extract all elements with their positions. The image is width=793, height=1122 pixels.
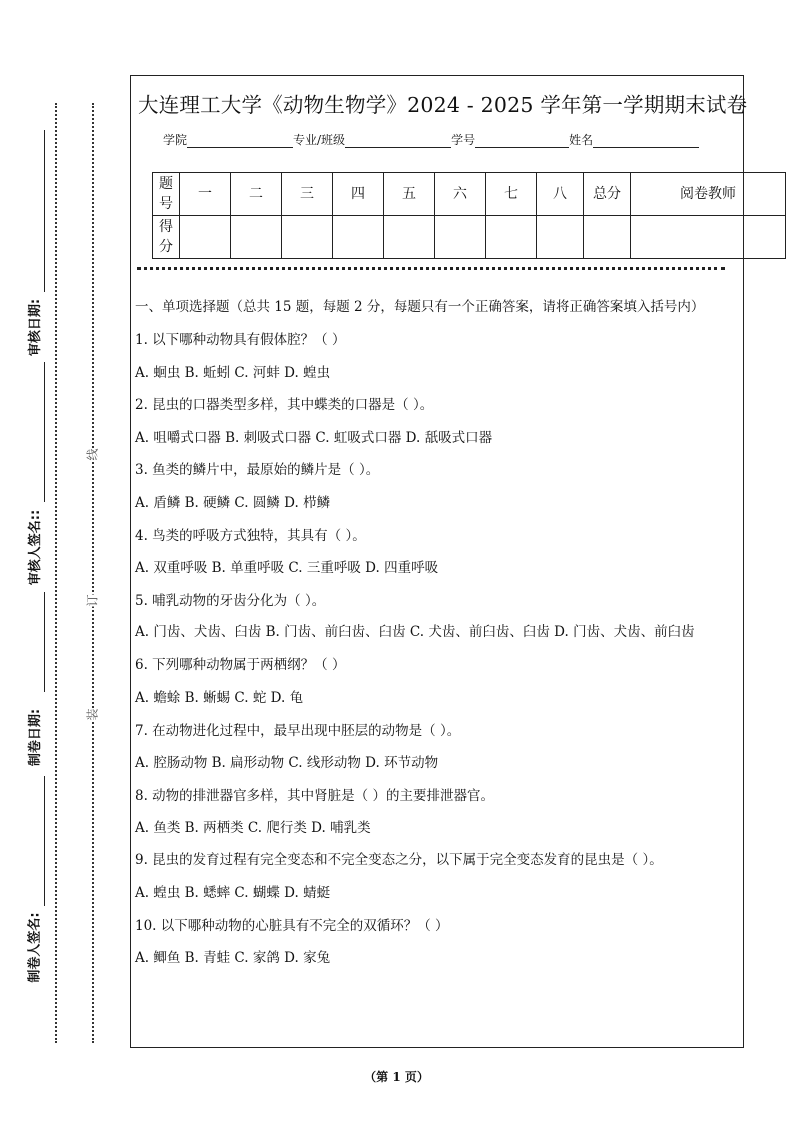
- answer-options: A. 腔肠动物 B. 扁形动物 C. 线形动物 D. 环节动物: [135, 755, 439, 772]
- question-list: [135, 292, 741, 975]
- score-cell[interactable]: [486, 216, 537, 259]
- dotted-binding-line: [55, 103, 57, 1043]
- name-field[interactable]: [593, 133, 699, 148]
- score-cell[interactable]: [180, 216, 231, 259]
- question-text: 9. 昆虫的发育过程有完全变态和不完全变态之分，以下属于完全变态发育的昆虫是（ ）。: [135, 851, 663, 868]
- col-header: 六: [435, 173, 486, 216]
- question-text: 2. 昆虫的口器类型多样，其中蝶类的口器是（ ）。: [135, 397, 434, 414]
- binding-mark-zhuang: 装: [85, 708, 100, 721]
- maker-label: 制卷人签名:: [27, 912, 43, 983]
- score-cell[interactable]: [384, 216, 435, 259]
- major-label: 专业/班级: [293, 133, 346, 147]
- exam-title: 大连理工大学《动物生物学》2024 - 2025 学年第一学期期末试卷: [138, 93, 748, 117]
- signature-line: [44, 362, 45, 502]
- score-cell[interactable]: [333, 216, 384, 259]
- answer-options: A. 蛔虫 B. 蚯蚓 C. 河蚌 D. 蝗虫: [135, 364, 331, 381]
- col-header: 一: [180, 173, 231, 216]
- dotted-divider: [137, 267, 725, 270]
- col-header: 三: [282, 173, 333, 216]
- col-header: 阅卷教师: [631, 173, 786, 216]
- row-label: 题号: [153, 173, 180, 216]
- make-date-label: 制卷日期:: [28, 708, 44, 767]
- signature-line: [44, 592, 45, 692]
- table-row: [153, 173, 786, 216]
- approve-date-label: 审核日期:: [28, 298, 44, 357]
- binding-mark-ding: 订: [85, 594, 100, 607]
- row-label: 得分: [153, 216, 180, 259]
- answer-options: A. 蟾蜍 B. 蜥蜴 C. 蛇 D. 龟: [135, 689, 304, 706]
- question-text: 8. 动物的排泄器官多样，其中肾脏是（ ）的主要排泄器官。: [135, 787, 494, 804]
- answer-options: A. 蝗虫 B. 蟋蟀 C. 蝴蝶 D. 蜻蜓: [135, 884, 331, 901]
- score-cell[interactable]: [282, 216, 333, 259]
- answer-options: A. 盾鳞 B. 硬鳞 C. 圆鳞 D. 栉鳞: [135, 494, 331, 511]
- score-cell[interactable]: [584, 216, 631, 259]
- name-label: 姓名: [569, 133, 594, 147]
- col-header: 七: [486, 173, 537, 216]
- question-text: 4. 鸟类的呼吸方式独特，其具有（ ）。: [135, 527, 366, 544]
- binding-mark-line: 线: [85, 448, 100, 461]
- question-text: 6. 下列哪种动物属于两栖纲？（ ）: [135, 657, 346, 674]
- answer-options: A. 鲫鱼 B. 青蛙 C. 家鸽 D. 家兔: [135, 950, 331, 967]
- section-heading: 一、单项选择题（总共 15 题，每题 2 分，每题只有一个正确答案，请将正确答案填入括号内）: [135, 299, 705, 315]
- table-row: [153, 216, 786, 259]
- question-text: 7. 在动物进化过程中，最早出现中胚层的动物是（ ）。: [135, 722, 461, 739]
- signature-line: [44, 776, 45, 906]
- major-field[interactable]: [345, 133, 451, 148]
- student-info: [163, 131, 699, 148]
- college-field[interactable]: [187, 133, 293, 148]
- question-text: 3. 鱼类的鳞片中，最原始的鳞片是（ ）。: [135, 462, 380, 479]
- score-cell[interactable]: [631, 216, 786, 259]
- col-header: 八: [537, 173, 584, 216]
- question-text: 10. 以下哪种动物的心脏具有不完全的双循环？（ ）: [135, 917, 449, 934]
- dotted-binding-line: [92, 103, 94, 1043]
- question-text: 5. 哺乳动物的牙齿分化为（ ）。: [135, 592, 326, 609]
- col-header: 四: [333, 173, 384, 216]
- answer-options: A. 双重呼吸 B. 单重呼吸 C. 三重呼吸 D. 四重呼吸: [135, 560, 439, 577]
- answer-options: A. 门齿、犬齿、臼齿 B. 门齿、前臼齿、臼齿 C. 犬齿、前臼齿、臼齿 D. 门齿、犬齿、前臼齿: [135, 624, 695, 641]
- student-id-label: 学号: [451, 133, 476, 147]
- approver-label: 审核人签名::: [28, 509, 44, 586]
- page-number: （第 1 页）: [364, 1070, 429, 1084]
- col-header: 二: [231, 173, 282, 216]
- score-cell[interactable]: [537, 216, 584, 259]
- col-header: 五: [384, 173, 435, 216]
- signature-line: [44, 130, 45, 292]
- score-table: [152, 172, 786, 259]
- question-text: 1. 以下哪种动物具有假体腔？（ ）: [135, 332, 346, 348]
- score-cell[interactable]: [435, 216, 486, 259]
- answer-options: A. 鱼类 B. 两栖类 C. 爬行类 D. 哺乳类: [135, 820, 371, 837]
- answer-options: A. 咀嚼式口器 B. 刺吸式口器 C. 虹吸式口器 D. 舐吸式口器: [135, 429, 493, 446]
- student-id-field[interactable]: [475, 133, 569, 148]
- col-header: 总分: [584, 173, 631, 216]
- score-cell[interactable]: [231, 216, 282, 259]
- college-label: 学院: [163, 133, 188, 147]
